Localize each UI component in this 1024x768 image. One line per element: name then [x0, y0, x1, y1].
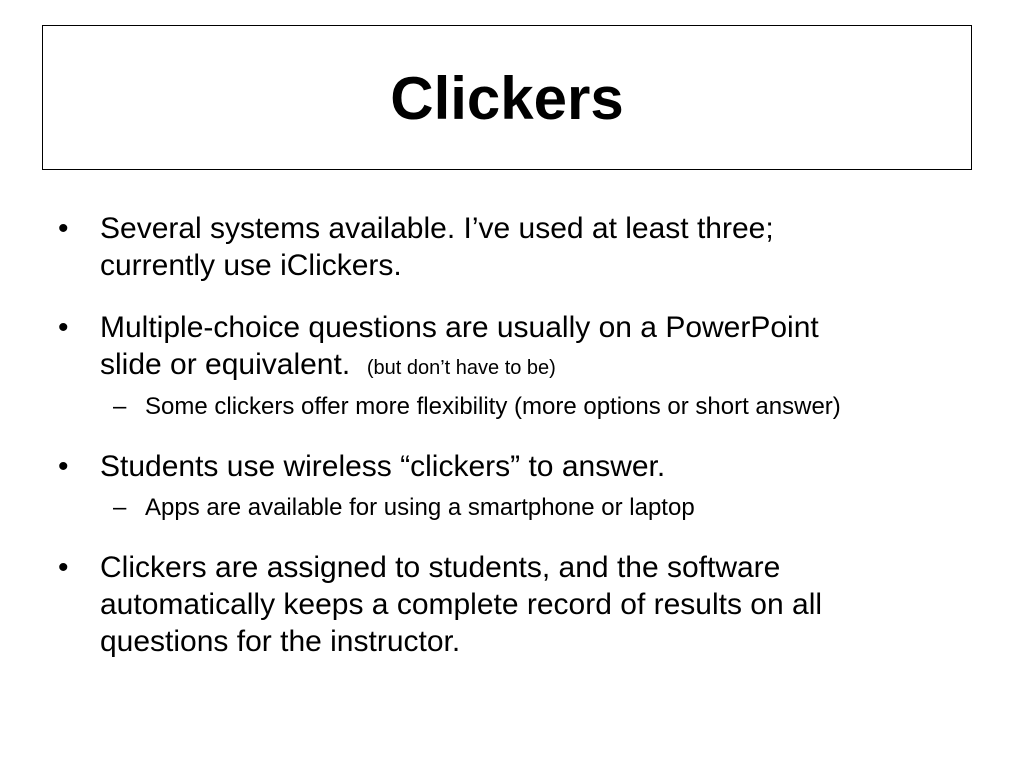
sub-bullet-text: Some clickers offer more flexibility (more options or short answer): [145, 393, 841, 420]
bullet-dot: •: [58, 551, 69, 584]
bullet-text: [100, 210, 960, 284]
sub-bullet-text: Apps are available for using a smartphone or laptop: [145, 494, 695, 521]
slide-title: Clickers: [390, 64, 624, 132]
bullet-dot: •: [58, 212, 69, 245]
bullet-line: [100, 346, 960, 387]
bullet-text: [100, 309, 960, 387]
bullet-line-main: slide or equivalent.: [100, 348, 351, 381]
bullet-aside: (but don’t have to be): [366, 357, 556, 379]
sub-bullet-dash: –: [113, 393, 127, 420]
bullet-dot: •: [58, 450, 69, 483]
sub-bullet-dash: –: [113, 494, 127, 521]
title-box: [42, 25, 972, 170]
bullet-dot: •: [58, 311, 69, 344]
bullet-line: questions for the instructor.: [100, 625, 461, 658]
bullet-line: Students use wireless “clickers” to answer.: [100, 450, 666, 483]
bullet-line: Multiple-choice questions are usually on a PowerPoint: [100, 311, 819, 344]
bullet-line: currently use iClickers.: [100, 249, 402, 282]
bullet-text: [100, 549, 960, 660]
bullet-line: Several systems available. I’ve used at least three;: [100, 212, 774, 245]
bullet-line: automatically keeps a complete record of results on all: [100, 588, 823, 621]
bullet-line: Clickers are assigned to students, and the software: [100, 551, 781, 584]
bullet-text: [100, 448, 960, 485]
